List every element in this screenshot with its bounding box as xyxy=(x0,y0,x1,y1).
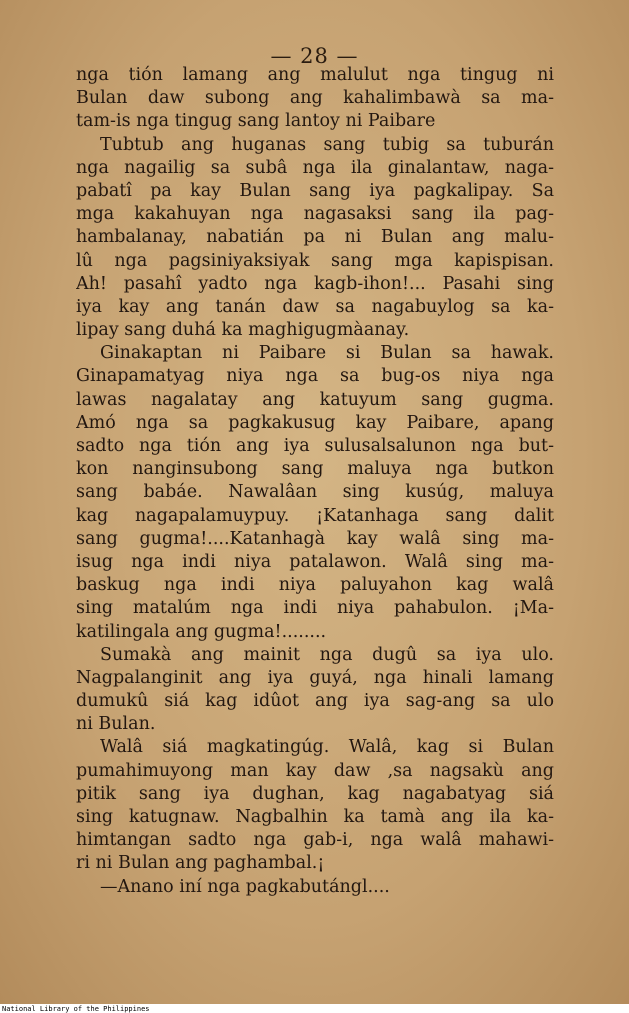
text-line: mga kakahuyan nga nagasaksi sang ila pag- xyxy=(76,204,554,225)
text-line: Ginakaptan ni Paibare si Bulan sa hawak. xyxy=(100,343,554,364)
text-line: nga nagailig sa subâ nga ila ginalantaw, naga- xyxy=(76,157,554,178)
text-line: Bulan daw subong ang kahalimbawà sa ma- xyxy=(76,88,554,109)
text-line: sing katugnaw. Nagbalhin ka tamà ang ila ka- xyxy=(76,807,554,827)
text-line: baskug nga indi niya paluyahon kag walâ xyxy=(76,575,554,596)
text-line: kon nanginsubong sang maluya nga butkon xyxy=(76,459,554,480)
text-line: —Anano iní nga pagkabutángl.... xyxy=(100,876,390,897)
text-line: pitik sang iya dughan, kag nagabatyag siá xyxy=(76,783,554,804)
text-line: Ah! pasahî yadto nga kagb-ihon!... Pasahi sing xyxy=(76,273,554,294)
page-number: — 28 — xyxy=(270,44,359,68)
text-line: kag nagapalamuypuy. ¡Katanhaga sang dalit xyxy=(76,505,554,526)
text-line: nga tión lamang ang malulut nga tingug ni xyxy=(76,65,554,85)
text-line: tam-is nga tingug sang lantoy ni Paibare xyxy=(76,111,436,132)
text-line: lipay sang duhá ka maghigugmàanay. xyxy=(76,320,410,341)
text-line: Amó nga sa pagkakusug kay Paibare, apang xyxy=(76,412,554,433)
text-line: dumukû siá kag idûot ang iya sag-ang sa ulo xyxy=(76,691,554,712)
text-line: hambalanay, nabatián pa ni Bulan ang malu- xyxy=(76,227,554,248)
text-line: sadto nga tión ang iya sulusalsalunon nga but- xyxy=(76,436,554,456)
text-line: Ginapamatyag niya nga sa bug-os niya nga xyxy=(76,366,554,387)
text-line: katilingala ang gugma!........ xyxy=(76,621,327,642)
text-line: pabatî pa kay Bulan sang iya pagkalipay. Sa xyxy=(76,180,554,201)
text-line: lû nga pagsiniyaksiyak sang mga kapispisan. xyxy=(76,250,554,271)
text-line: ni Bulan. xyxy=(76,714,156,735)
text-line: Tubtub ang huganas sang tubig sa tuburán xyxy=(100,134,554,155)
text-line: Nagpalanginit ang iya guyá, nga hinali lamang xyxy=(76,667,554,688)
text-line: isug nga indi niya patalawon. Walâ sing ma- xyxy=(76,551,554,572)
text-line: pumahimuyong man kay daw ,sa nagsakù ang xyxy=(76,760,554,781)
text-line: Sumakà ang mainit nga dugû sa iya ulo. xyxy=(100,644,554,665)
text-line: Walâ siá magkatingúg. Walâ, kag si Bulan xyxy=(100,737,554,758)
text-line: sang babáe. Nawalâan sing kusúg, maluya xyxy=(76,482,554,503)
text-line: lawas nagalatay ang katuyum sang gugma. xyxy=(76,389,554,410)
body-text xyxy=(76,64,554,899)
library-credit: National Library of the Philippines xyxy=(2,1005,150,1013)
text-line: sang gugma!....Katanhagà kay walâ sing ma- xyxy=(76,528,554,549)
text-line: himtangan sadto nga gab-i, nga walâ mahawi- xyxy=(76,830,554,851)
text-line: iya kay ang tanán daw sa nagabuylog sa ka- xyxy=(76,296,554,317)
text-line: sing matalúm nga indi niya pahabulon. ¡Ma- xyxy=(76,598,554,619)
text-line: ri ni Bulan ang paghambal.¡ xyxy=(76,853,325,874)
